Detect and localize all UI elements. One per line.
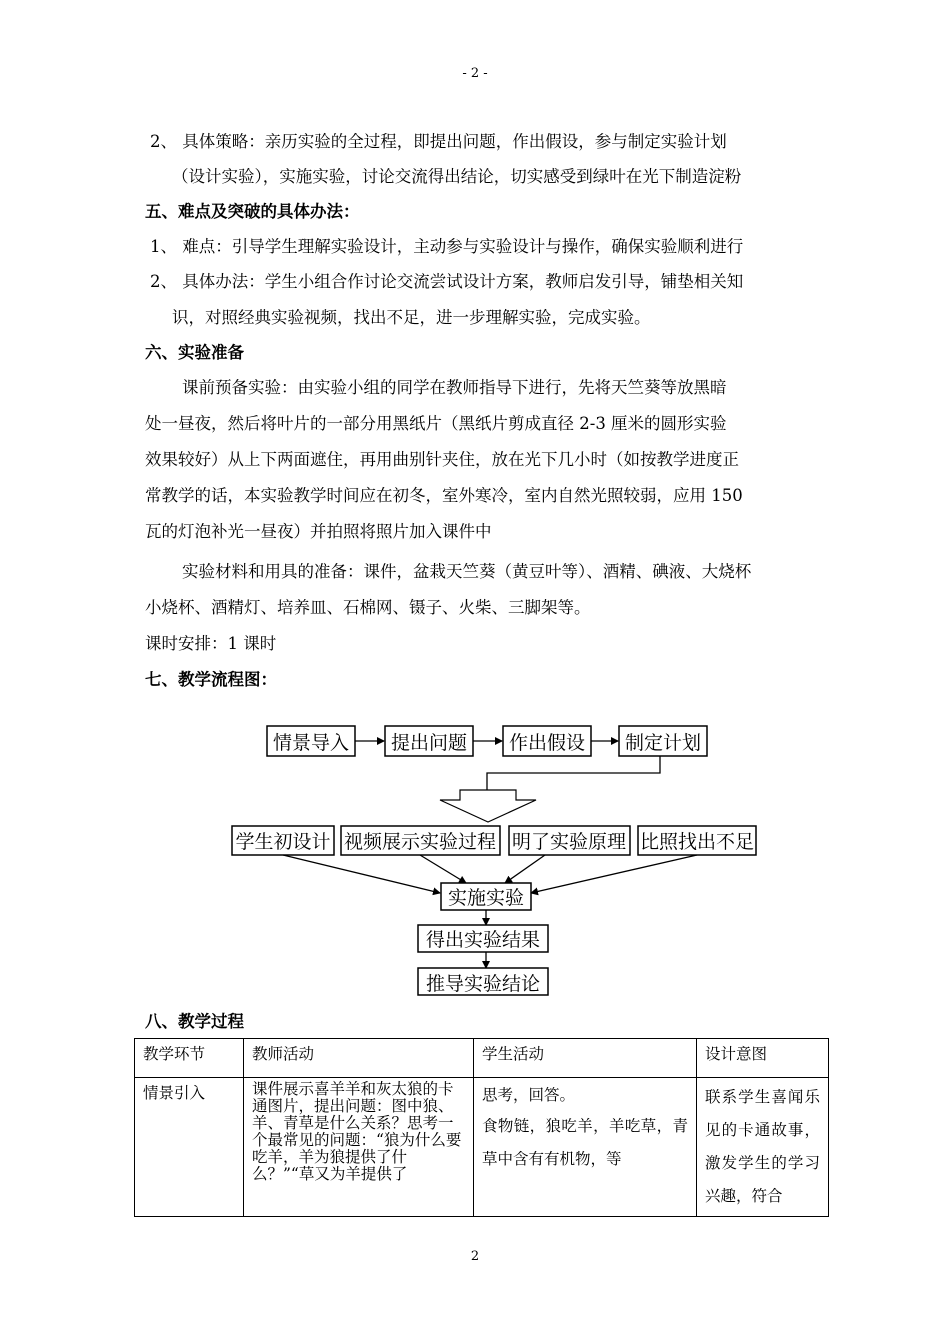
flow-step-video-demo (341, 826, 500, 855)
svg-text:视频展示实验过程: 视频展示实验过程 (343, 831, 497, 853)
svg-text:明了实验原理: 明了实验原理 (511, 831, 627, 853)
arrow-converge-1 (283, 855, 440, 893)
materials-line-2: 小烧杯、酒精灯、培养皿、石棉网、镊子、火柴、三脚架等。 (145, 598, 591, 617)
cell-stage: 情景引入 (135, 1078, 244, 1217)
section-5-heading: 五、难点及突破的具体办法： (145, 202, 360, 221)
flow-step-conclusion (418, 968, 548, 995)
student-detail: 食物链，狼吃羊，羊吃草，青草中含有有机物，等 (482, 1117, 688, 1168)
prep-line-3: 效果较好）从上下两面遮住，再用曲别针夹住，放在光下几小时（如按教学进度正 (145, 450, 739, 469)
materials-line-1: 实验材料和用具的准备：课件，盆栽天竺葵（黄豆叶等）、酒精、碘液、大烧杯 (182, 562, 752, 581)
strategy-line-2: （设计实验），实施实验，讨论交流得出结论，切实感受到绿叶在光下制造淀粉 (172, 167, 742, 186)
method-line-1: 2、 具体办法：学生小组合作讨论交流尝试设计方案，教师启发引导，铺垫相关知 (150, 272, 744, 291)
svg-text:作出假设: 作出假设 (508, 732, 586, 754)
flow-step-make-plan (619, 726, 707, 756)
cell-student (474, 1078, 697, 1217)
cell-teacher: 课件展示喜羊羊和灰太狼的卡通图片，提出问题：图中狼、羊、青草是什么关系？思考一个最常见的问题：“狼为什么要吃羊，羊为狼提供了什么？”“草又为羊提供了 (244, 1078, 474, 1217)
teaching-process-table (134, 1038, 829, 1217)
svg-text:情景导入: 情景导入 (272, 732, 350, 754)
flow-step-ask-question (385, 726, 473, 756)
page-header: - 2 - (462, 66, 488, 81)
arrow-converge-2 (420, 855, 466, 883)
prep-line-4: 常教学的话，本实验教学时间应在初冬，室外寒冷，室内自然光照较弱，应用 150 (145, 486, 743, 505)
svg-text:学生初设计: 学生初设计 (235, 831, 331, 853)
section-6-heading: 六、实验准备 (145, 343, 244, 362)
svg-text:制定计划: 制定计划 (624, 732, 702, 754)
flow-step-scene-intro (267, 726, 355, 756)
flow-step-understand-principle (509, 826, 630, 855)
arrow-converge-3 (505, 855, 545, 883)
big-down-arrow (440, 790, 536, 822)
header-stage: 教学环节 (135, 1039, 244, 1078)
flow-step-initial-design (232, 826, 334, 855)
strategy-line-1: 2、 具体策略：亲历实验的全过程，即提出问题，作出假设，参与制定实验计划 (150, 132, 727, 151)
flow-step-implement (441, 883, 531, 910)
header-intent: 设计意图 (697, 1039, 829, 1078)
prep-line-1: 课前预备实验：由实验小组的同学在教师指导下进行，先将天竺葵等放黑暗 (182, 378, 727, 397)
header-teacher: 教师活动 (244, 1039, 474, 1078)
svg-text:提出问题: 提出问题 (390, 732, 468, 754)
svg-text:得出实验结果: 得出实验结果 (425, 929, 541, 951)
flow-step-result (418, 925, 548, 952)
svg-text:实施实验: 实施实验 (447, 887, 525, 909)
svg-text:比照找出不足: 比照找出不足 (639, 831, 755, 853)
header-student: 学生活动 (474, 1039, 697, 1078)
flow-step-compare-gaps (638, 826, 756, 855)
section-7-heading: 七、教学流程图： (145, 670, 277, 689)
connector-line (487, 756, 660, 790)
student-answer: 思考，回答。 (482, 1086, 576, 1104)
page-footer: 2 (470, 1249, 480, 1264)
section-8-heading: 八、教学过程 (145, 1012, 244, 1031)
difficulty-line: 1、 难点：引导学生理解实验设计，主动参与实验设计与操作，确保实验顺利进行 (150, 237, 744, 256)
table-header-row (135, 1039, 829, 1078)
svg-text:推导实验结论: 推导实验结论 (425, 973, 541, 995)
flow-step-make-hypothesis (503, 726, 591, 756)
cell-intent: 联系学生喜闻乐见的卡通故事，激发学生的学习兴趣，符合 (697, 1078, 829, 1217)
arrow-converge-4 (531, 855, 697, 893)
class-hours: 课时安排：1 课时 (145, 634, 277, 653)
prep-line-5: 瓦的灯泡补光一昼夜）并拍照将照片加入课件中 (145, 522, 492, 541)
table-row (135, 1078, 829, 1217)
method-line-2: 识，对照经典实验视频，找出不足，进一步理解实验，完成实验。 (172, 308, 651, 327)
prep-line-2: 处一昼夜，然后将叶片的一部分用黑纸片（黑纸片剪成直径 2-3 厘米的圆形实验 (145, 414, 727, 433)
